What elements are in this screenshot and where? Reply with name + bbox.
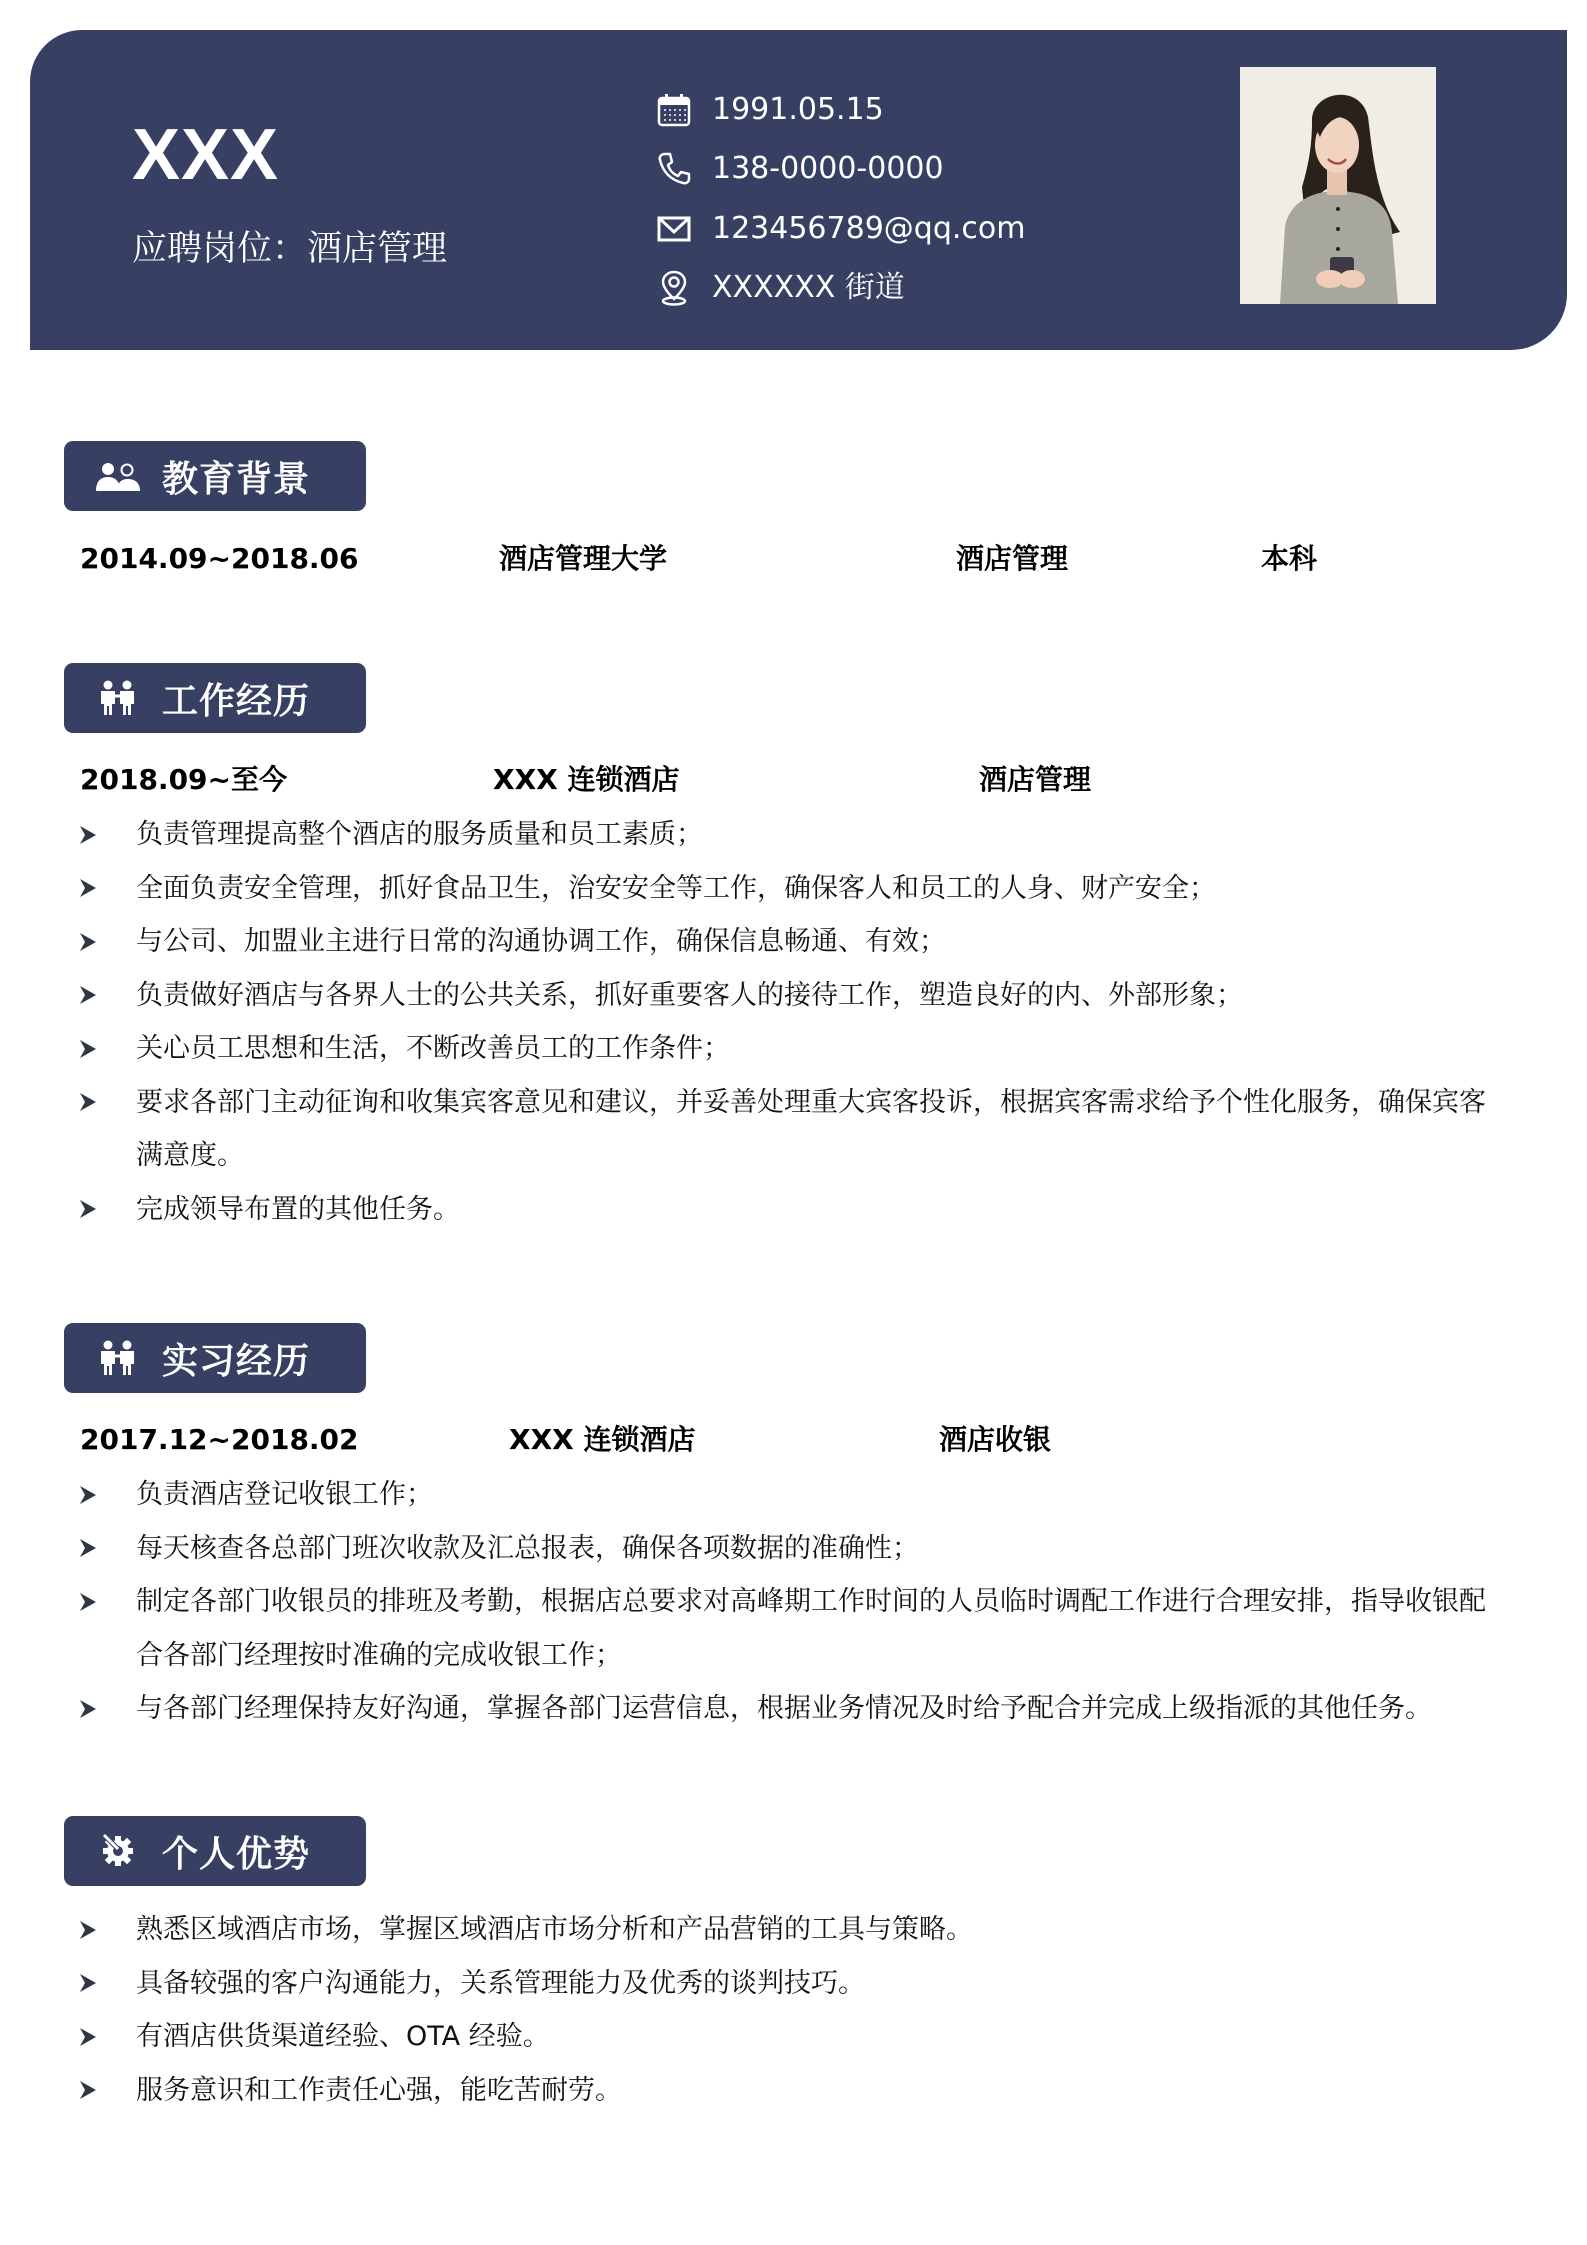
section-title-internship: 实习经历: [162, 1340, 311, 1382]
strengths-bullets: [80, 1903, 1500, 2117]
arrow-bullet-icon: [80, 2064, 136, 2118]
education-row: [80, 537, 1520, 581]
section-header-internship: [64, 1323, 366, 1393]
section-title-education: 教育背景: [162, 458, 311, 500]
list-item: 与公司、加盟业主进行日常的沟通协调工作，确保信息畅通、有效；: [80, 915, 1500, 969]
section-title-work: 工作经历: [162, 680, 311, 722]
contact-list: [656, 80, 1025, 318]
section-header-strengths: [64, 1816, 366, 1886]
internship-position: 酒店收银: [939, 1423, 1052, 1456]
list-item: 负责做好酒店与各界人士的公共关系，抓好重要客人的接待工作，塑造良好的内、外部形象；: [80, 969, 1500, 1023]
list-item: 负责酒店登记收银工作；: [80, 1468, 1500, 1522]
list-item: 熟悉区域酒店市场，掌握区域酒店市场分析和产品营销的工具与策略。: [80, 1903, 1500, 1957]
education-period: 2014.09~2018.06: [80, 542, 359, 575]
handshake-people-icon: [94, 1338, 142, 1378]
section-header-education: [64, 441, 366, 511]
arrow-bullet-icon: [80, 2010, 136, 2064]
phone-text: 138-0000-0000: [712, 151, 944, 187]
arrow-bullet-icon: [80, 808, 136, 862]
mail-icon: [656, 211, 692, 247]
list-item: 服务意识和工作责任心强，能吃苦耐劳。: [80, 2064, 1500, 2118]
section-title-strengths: 个人优势: [162, 1833, 311, 1875]
list-item: 制定各部门收银员的排班及考勤，根据店总要求对高峰期工作时间的人员临时调配工作进行合理安排，指导收银配合各部门经理按时准确的完成收银工作；: [80, 1575, 1500, 1682]
work-position: 酒店管理: [979, 763, 1092, 796]
list-item: 每天核查各总部门班次收款及汇总报表，确保各项数据的准确性；: [80, 1522, 1500, 1576]
calendar-icon: [656, 92, 692, 128]
birthday-text: 1991.05.15: [712, 91, 884, 127]
candidate-name: XXX: [132, 115, 280, 195]
education-school: 酒店管理大学: [499, 542, 668, 575]
work-company: XXX 连锁酒店: [493, 763, 680, 796]
arrow-bullet-icon: [80, 1957, 136, 2011]
internship-bullets: [80, 1468, 1500, 1736]
arrow-bullet-icon: [80, 969, 136, 1023]
email-text: 123456789@qq.com: [712, 210, 1026, 246]
list-item: 具备较强的客户沟通能力，关系管理能力及优秀的谈判技巧。: [80, 1957, 1500, 2011]
arrow-bullet-icon: [80, 1522, 136, 1576]
arrow-bullet-icon: [80, 1183, 136, 1237]
education-degree: 本科: [1261, 542, 1318, 575]
contact-phone: [656, 140, 1025, 200]
list-item: 负责管理提高整个酒店的服务质量和员工素质；: [80, 808, 1500, 862]
address-text: XXXXXX 街道: [712, 270, 905, 306]
avatar-photo: [1240, 67, 1436, 304]
arrow-bullet-icon: [80, 1468, 136, 1522]
arrow-bullet-icon: [80, 1682, 136, 1736]
arrow-bullet-icon: [80, 1076, 136, 1130]
people-icon: [94, 456, 142, 496]
list-item: 与各部门经理保持友好沟通，掌握各部门运营信息，根据业务情况及时给予配合并完成上级指派的其他任务。: [80, 1682, 1500, 1736]
arrow-bullet-icon: [80, 1575, 136, 1629]
handshake-people-icon: [94, 678, 142, 718]
internship-period: 2017.12~2018.02: [80, 1423, 359, 1456]
contact-email: [656, 199, 1025, 259]
education-major: 酒店管理: [956, 542, 1069, 575]
internship-company: XXX 连锁酒店: [509, 1423, 696, 1456]
work-period: 2018.09~至今: [80, 763, 287, 796]
location-pin-icon: [656, 270, 692, 306]
list-item: 要求各部门主动征询和收集宾客意见和建议，并妥善处理重大宾客投诉，根据宾客需求给予个性化服务，确保宾客满意度。: [80, 1076, 1500, 1183]
list-item: 关心员工思想和生活，不断改善员工的工作条件；: [80, 1022, 1500, 1076]
contact-address: [656, 259, 1025, 319]
contact-birthday: [656, 80, 1025, 140]
list-item: 完成领导布置的其他任务。: [80, 1183, 1500, 1237]
list-item: 全面负责安全管理，抓好食品卫生，治安安全等工作，确保客人和员工的人身、财产安全；: [80, 862, 1500, 916]
section-header-work: [64, 663, 366, 733]
wrench-gear-icon: [94, 1831, 142, 1871]
list-item: 有酒店供货渠道经验、OTA 经验。: [80, 2010, 1500, 2064]
arrow-bullet-icon: [80, 915, 136, 969]
work-row: [80, 758, 1520, 802]
internship-row: [80, 1418, 1520, 1462]
arrow-bullet-icon: [80, 1022, 136, 1076]
job-target: 应聘岗位：酒店管理: [132, 229, 448, 269]
phone-icon: [656, 151, 692, 187]
work-bullets: [80, 808, 1500, 1236]
arrow-bullet-icon: [80, 862, 136, 916]
arrow-bullet-icon: [80, 1903, 136, 1957]
